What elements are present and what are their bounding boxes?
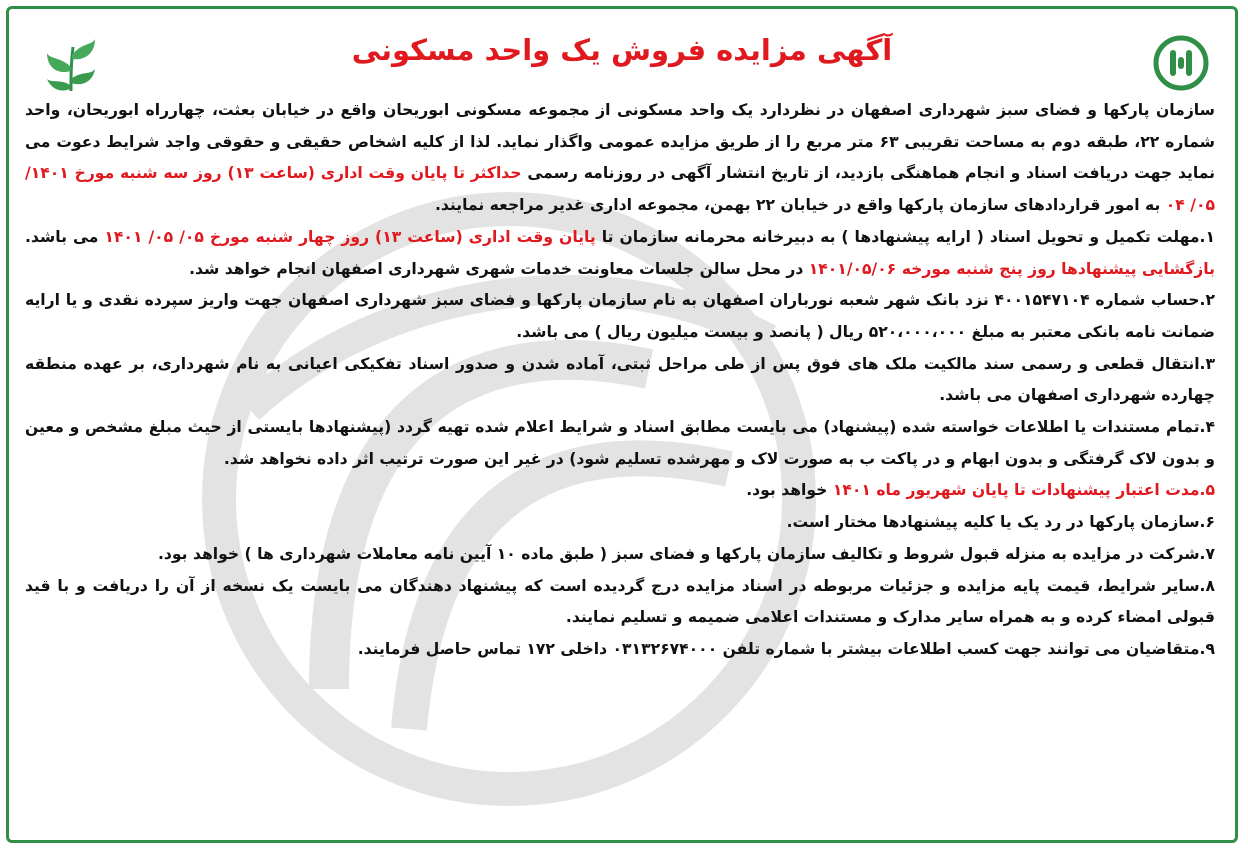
item-1-text-mid: می باشد. — [25, 227, 105, 246]
item-1-opening-highlight: بازگشایی پیشنهادها روز پنج شنبه مورخه ۱۴۰۱/۰۵/۰۶ — [808, 259, 1215, 278]
item-1-text: ۱.مهلت تکمیل و تحویل اسناد ( ارایه پیشنهادها ) به دبیرخانه محرمانه سازمان تا — [595, 227, 1216, 246]
intro-deadline-highlight: حداکثر تا پایان وقت اداری (ساعت ۱۳) روز سه شنبه مورخ ۱۴۰۱/ ۰۵/ ۰۴ — [25, 164, 1215, 215]
condition-item-9: ۹.متقاضیان می توانند جهت کسب اطلاعات بیشتر با شماره تلفن ۰۳۱۳۲۶۷۴۰۰۰ داخلی ۱۷۲ تماس حاصل فرمایند. — [357, 639, 1215, 658]
condition-item-6: ۶.سازمان پارکها در رد یک یا کلیه پیشنهادها مختار است. — [786, 513, 1215, 532]
condition-item-4: ۴.تمام مستندات یا اطلاعات خواسته شده (پیشنهاد) می بایست مطابق اسناد و شرایط اعلام شده تهیه گردد (پیشنهادها بایستی از حیث مبلغ مشخص و معین و بدون لاک گرفتگی و بدون ابهام و در پاکت ب به صورت لاک و مهرشده تسلیم شود) در غیر این صورت ترتیب اثر داده نخواهد شد. — [25, 418, 1215, 468]
announcement-body — [25, 95, 1215, 666]
item-1-text-end: در محل سالن جلسات معاونت خدمات شهری شهرداری اصفهان انجام خواهد شد. — [189, 259, 809, 278]
condition-item-7: ۷.شرکت در مزایده به منزله قبول شروط و تکالیف سازمان پارکها و فضای سبز ( طبق ماده ۱۰ آیین نامه معاملات شهرداری ها ) خواهد بود. — [157, 544, 1215, 563]
intro-text: سازمان پارکها و فضای سبز شهرداری اصفهان در نظردارد یک واحد مسکونی از مجموعه مسکونی ابوریحان واقع در خیابان بعثت، چهارراه ابوریحان، واحد شماره ۲۲، طبقه دوم به مساحت تقریبی ۶۳ متر مربع را از طریق مزایده عمومی واگذار نماید. لذا از کلیه اشخاص حقیقی و حقوقی واجد شرایط دعوت می نماید جهت دریافت اسناد و انجام هماهنگی بازدید، از تاریخ انتشار آگهی در روزنامه رسمی — [25, 101, 1216, 183]
intro-text-end: به امور قراردادهای سازمان پارکها واقع در خیابان ۲۲ بهمن، مجموعه اداری غدیر مراجعه نمایند. — [434, 196, 1166, 215]
item-5-validity-highlight: ۵.مدت اعتبار پیشنهادات تا پایان شهریور ماه ۱۴۰۱ — [832, 481, 1215, 500]
condition-item-8: ۸.سایر شرایط، قیمت پایه مزایده و جزئیات مربوطه در اسناد مزایده درج گردیده است که پیشنهاد دهندگان می بایست یک نسخه از آن را دریافت و با قید قبولی امضاء کرده و به همراه سایر مدارک و مستندات اعلامی ضمیمه و تسلیم نمایند. — [25, 576, 1215, 627]
condition-item-2: ۲.حساب شماره ۴۰۰۱۵۴۷۱۰۴ نزد بانک شهر شعبه نورباران اصفهان به نام سازمان پارکها و فضای سبز شهرداری اصفهان جهت واریز سپرده نقدی و یا ارایه ضمانت نامه بانکی معتبر به مبلغ ۵۲۰،۰۰۰،۰۰۰ ریال ( پانصد و بیست میلیون ریال ) می باشد. — [25, 291, 1215, 341]
intro-paragraph — [25, 95, 1215, 222]
condition-item-5 — [25, 475, 1215, 507]
announcement-header — [9, 15, 1235, 95]
condition-item-3: ۳.انتقال قطعی و رسمی سند مالکیت ملک های فوق پس از طی مراحل ثبتی، آماده شدن و صدور اسناد تفکیکی اعیانی به نام شهرداری، بر عهده منطقه چهارده شهرداری اصفهان می باشد. — [25, 354, 1215, 405]
announcement-title: آگهی مزایده فروش یک واحد مسکونی — [351, 33, 893, 67]
condition-item-1 — [25, 222, 1215, 285]
item-1-deadline-highlight: پایان وقت اداری (ساعت ۱۳) روز چهار شنبه مورخ ۰۵/ ۰۵/ ۱۴۰۱ — [104, 227, 596, 246]
municipality-logo-icon — [1153, 35, 1209, 91]
announcement-frame — [6, 6, 1238, 843]
item-5-text: خواهد بود. — [746, 481, 833, 500]
